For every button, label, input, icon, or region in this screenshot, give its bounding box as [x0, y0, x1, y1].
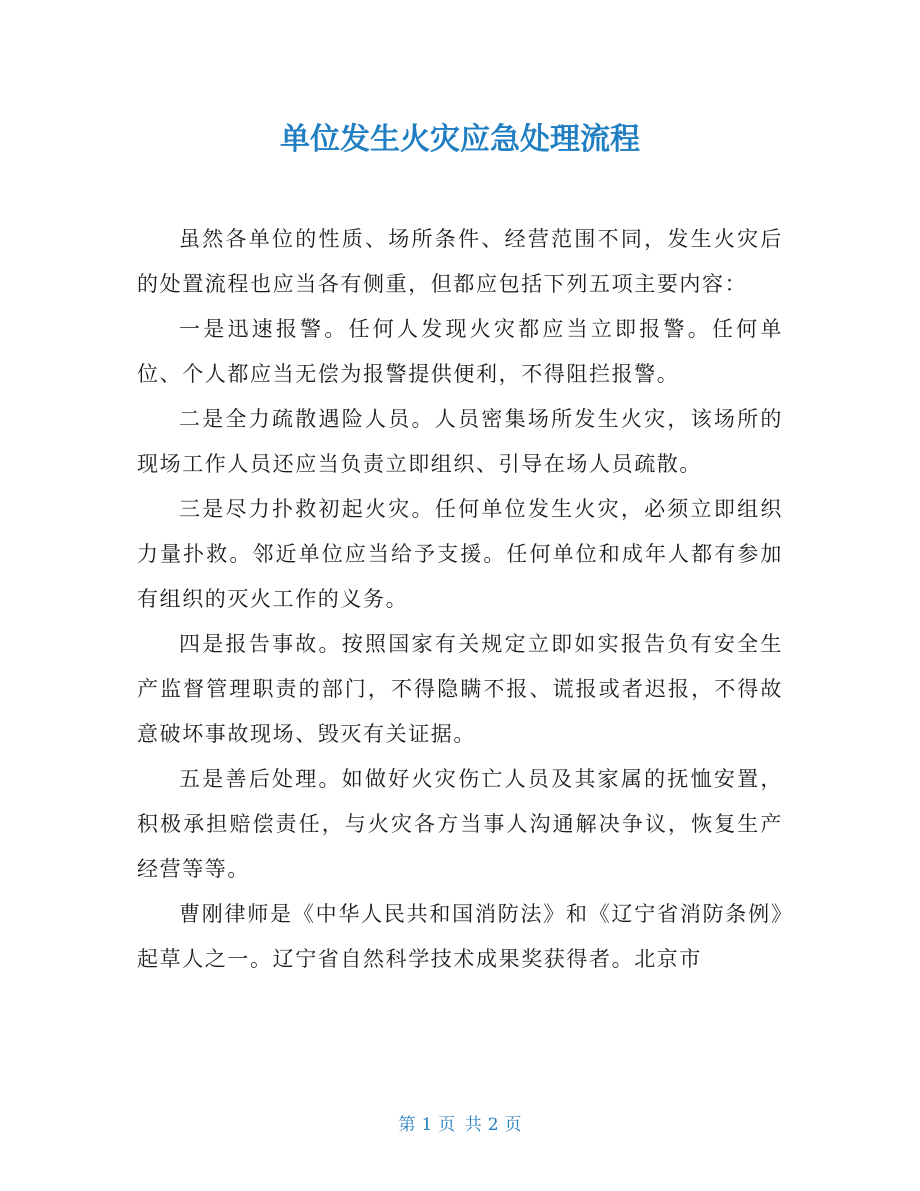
paragraph-item-4: 四是报告事故。按照国家有关规定立即如实报告负有安全生产监督管理职责的部门，不得隐瞒不报、谎报或者迟报，不得故意破坏事故现场、毁灭有关证据。 — [137, 632, 783, 746]
paragraph-item-1: 一是迅速报警。任何人发现火灾都应当立即报警。任何单位、个人都应当无偿为报警提供便利，不得阻拦报警。 — [137, 317, 783, 386]
footer-page-current: 1 — [421, 1115, 433, 1135]
footer-suffix: 页 — [504, 1115, 522, 1135]
page-footer — [0, 1111, 920, 1139]
footer-page-total: 2 — [487, 1115, 499, 1135]
paragraph-item-3: 三是尽力扑救初起火灾。任何单位发生火灾，必须立即组织力量扑救。邻近单位应当给予支援。任何单位和成年人都有参加有组织的灭火工作的义务。 — [137, 497, 783, 611]
paragraph-intro: 虽然各单位的性质、场所条件、经营范围不同，发生火灾后的处置流程也应当各有侧重，但都应包括下列五项主要内容： — [137, 227, 783, 296]
paragraph-author-note: 曹刚律师是《中华人民共和国消防法》和《辽宁省消防条例》起草人之一。辽宁省自然科学技术成果奖获得者。北京市 — [137, 902, 783, 971]
paragraph-item-5: 五是善后处理。如做好火灾伤亡人员及其家属的抚恤安置，积极承担赔偿责任，与火灾各方当事人沟通解决争议，恢复生产经营等等。 — [137, 767, 783, 881]
document-body — [137, 217, 783, 982]
document-title: 单位发生火灾应急处理流程 — [280, 122, 640, 157]
paragraph-item-2: 二是全力疏散遇险人员。人员密集场所发生火灾，该场所的现场工作人员还应当负责立即组织、引导在场人员疏散。 — [137, 407, 783, 476]
footer-mid: 页 共 — [438, 1115, 482, 1135]
footer-prefix: 第 — [398, 1115, 416, 1135]
